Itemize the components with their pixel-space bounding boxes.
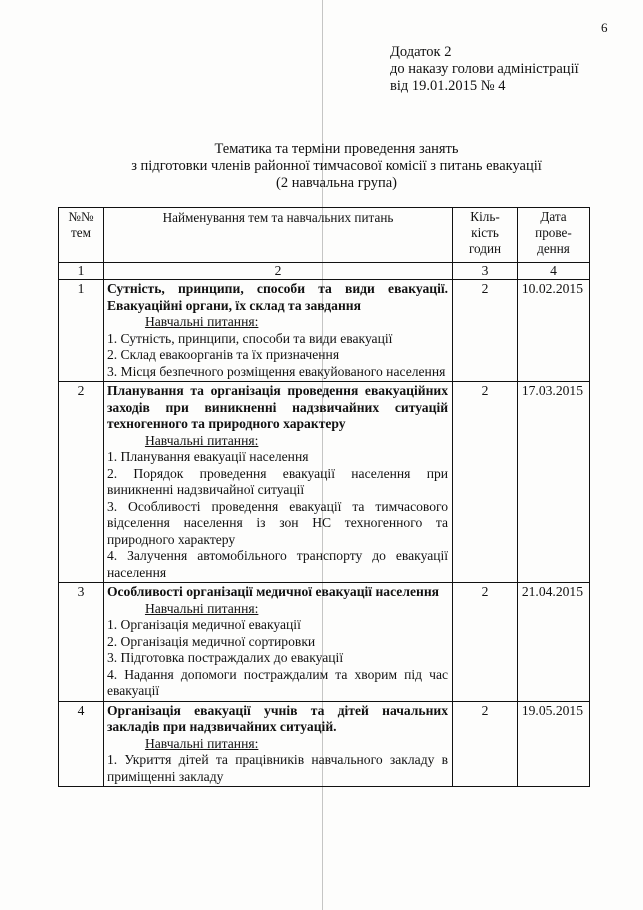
- hours-count: 2: [453, 583, 518, 702]
- order-reference: до наказу голови адміністрації: [390, 61, 579, 77]
- topic-cell: [103, 701, 452, 787]
- header-date: Дата прове-дення: [517, 208, 589, 263]
- question-item: 3. Особливості проведення евакуації та тимчасового відселення населення із зон НС техногенного та природного характеру: [106, 498, 449, 547]
- questions-subheading: Навчальні питання:: [144, 600, 259, 616]
- header-num: №№ тем: [59, 208, 104, 263]
- hours-count: 2: [453, 382, 518, 583]
- topic-cell: [103, 382, 452, 583]
- topic-cell: [103, 280, 452, 382]
- questions-subheading: Навчальні питання:: [144, 432, 259, 448]
- title-line-2: з підготовки членів районної тимчасової комісії з питань евакуації: [131, 158, 542, 174]
- question-item: 1. Організація медичної евакуації: [106, 617, 301, 632]
- col-index: 1: [59, 263, 104, 280]
- table-row: [59, 280, 590, 382]
- questions-subheading: Навчальні питання:: [144, 735, 259, 751]
- session-date: 19.05.2015: [517, 701, 589, 787]
- appendix-label: Додаток 2: [390, 44, 452, 60]
- topic-number: 2: [59, 382, 104, 583]
- appendix-header: [390, 44, 579, 95]
- topic-cell: [103, 583, 452, 702]
- topic-title: Організація евакуації учнів та дітей начальних закладів при надзвичайних ситуацій.: [106, 702, 449, 734]
- title-line-3: (2 навчальна група): [276, 175, 397, 191]
- session-date: 21.04.2015: [517, 583, 589, 702]
- header-name: Найменування тем та навчальних питань: [103, 208, 452, 263]
- table-row: [59, 382, 590, 583]
- hours-count: 2: [453, 701, 518, 787]
- title-line-1: Тематика та терміни проведення занять: [214, 141, 459, 157]
- question-item: 4. Залучення автомобільного транспорту до евакуації населення: [106, 548, 449, 580]
- topic-title: Планування та організація проведення евакуаційних заходів при виникненні надзвичайних ситуацій техногенного та природного характеру: [106, 383, 449, 431]
- table-row: [59, 701, 590, 787]
- table-header-row: [59, 208, 590, 263]
- topic-title: Сутність, принципи, способи та види евакуації. Евакуаційні органи, їх склад та завдання: [106, 281, 449, 313]
- question-item: 2. Організація медичної сортировки: [106, 633, 316, 649]
- questions-subheading: Навчальні питання:: [144, 314, 259, 329]
- question-item: 3. Місця безпечного розміщення евакуйованого населення: [106, 363, 446, 379]
- question-item: 1. Планування евакуації населення: [106, 449, 309, 464]
- col-index: 3: [453, 263, 518, 280]
- session-date: 10.02.2015: [517, 280, 589, 382]
- question-item: 3. Підготовка постраждалих до евакуації: [106, 650, 344, 665]
- question-item: 1. Сутність, принципи, способи та види евакуації: [106, 330, 393, 346]
- document-title: [0, 141, 643, 192]
- column-index-row: [59, 263, 590, 280]
- order-date-number: від 19.01.2015 № 4: [390, 78, 506, 94]
- question-item: 4. Надання допомоги постраждалим та хворим під час евакуації: [106, 666, 449, 698]
- question-item: 1. Укриття дітей та працівників навчального закладу в приміщенні закладу: [106, 752, 449, 784]
- header-hours: Кіль-кість годин: [453, 208, 518, 263]
- topics-table: [58, 207, 590, 787]
- col-index: 2: [103, 263, 452, 280]
- table-row: [59, 583, 590, 702]
- question-item: 2. Склад евакоорганів та їх призначення: [106, 347, 340, 362]
- topic-number: 4: [59, 701, 104, 787]
- topic-number: 3: [59, 583, 104, 702]
- session-date: 17.03.2015: [517, 382, 589, 583]
- question-item: 2. Порядок проведення евакуації населення при виникненні надзвичайної ситуації: [106, 465, 449, 497]
- hours-count: 2: [453, 280, 518, 382]
- col-index: 4: [517, 263, 589, 280]
- page-number: 6: [601, 20, 608, 35]
- topic-number: 1: [59, 280, 104, 382]
- topic-title: Особливості організації медичної евакуації населення: [106, 584, 440, 599]
